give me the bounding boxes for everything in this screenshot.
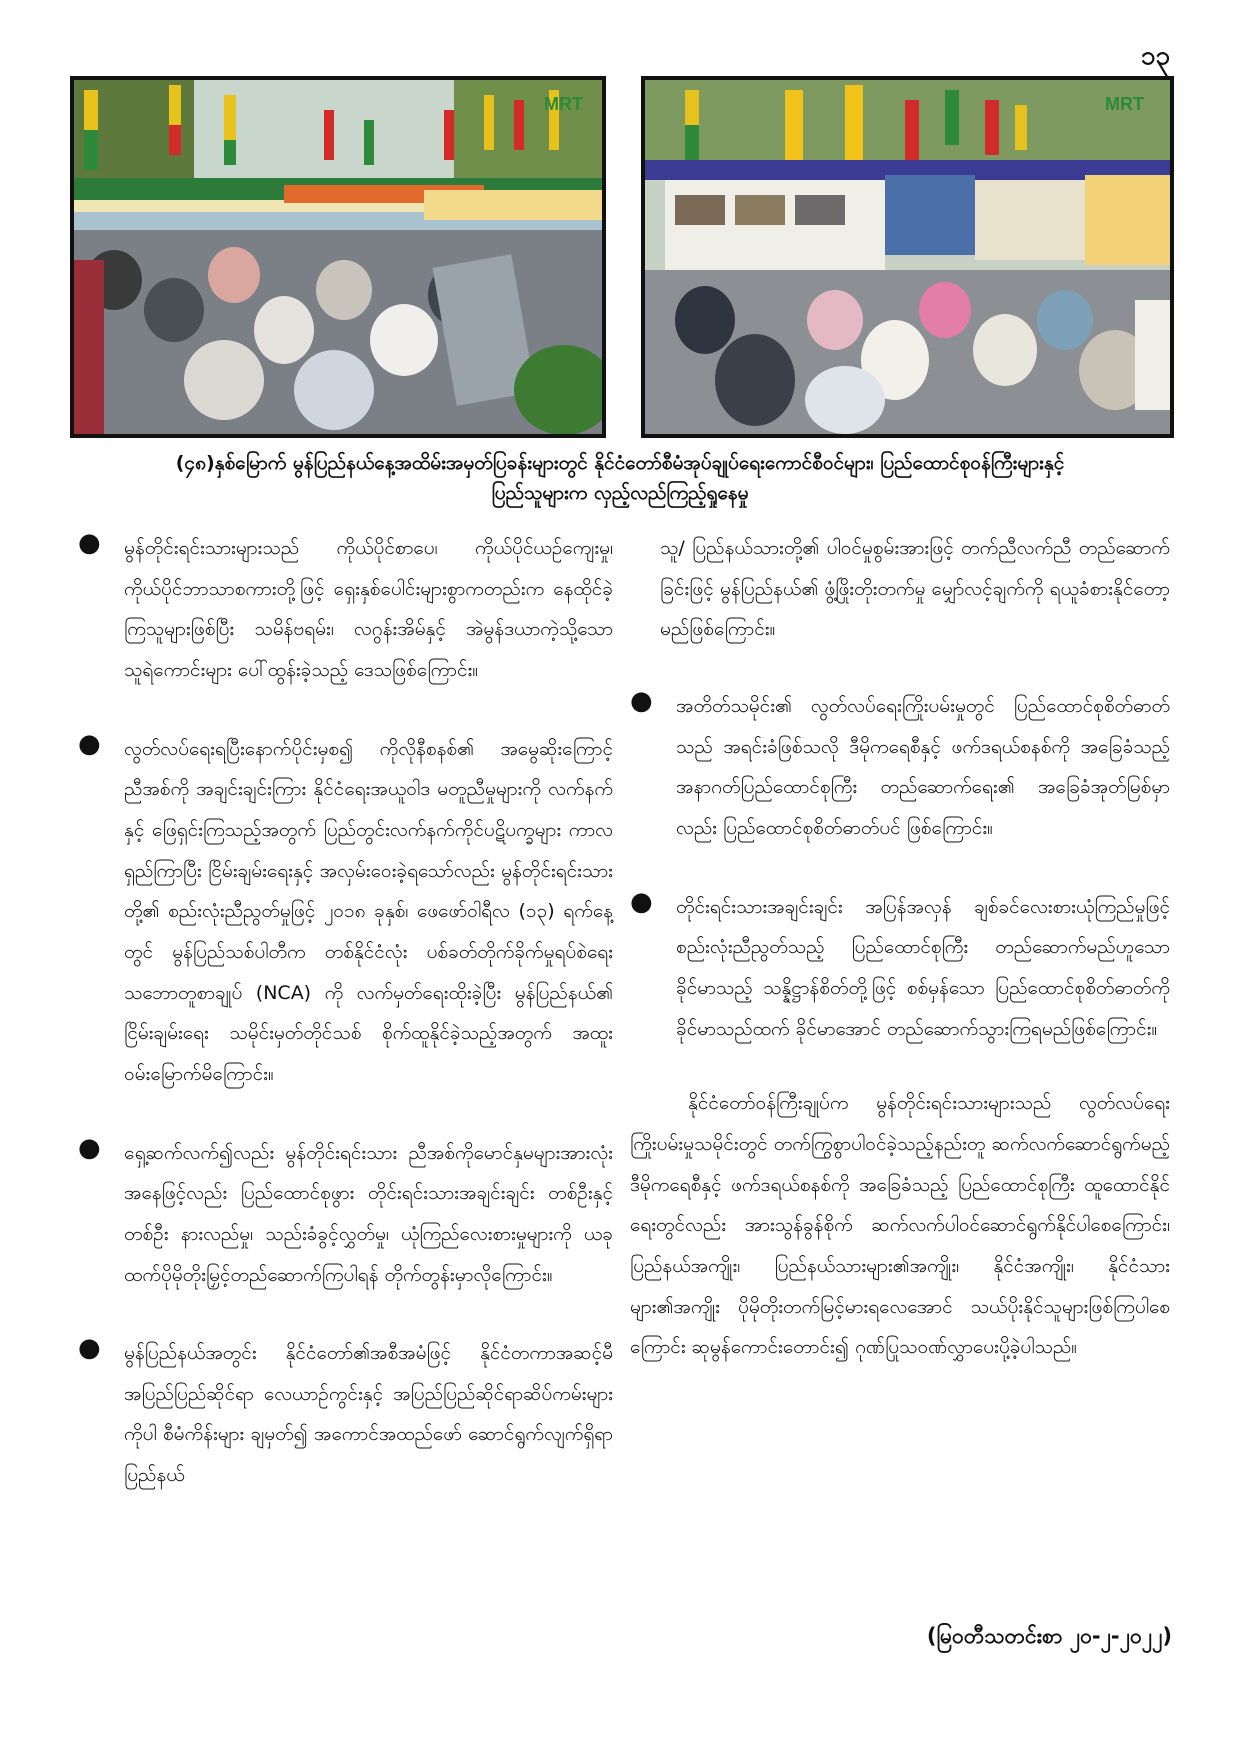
- mrt-logo-right: MRT: [1105, 94, 1144, 114]
- left-column: [78, 528, 613, 1534]
- bullet-dot-icon: ●: [78, 528, 101, 558]
- page-number: ၁၃: [1140, 41, 1170, 71]
- bullet-item: [78, 729, 613, 1095]
- bullet-dot-icon: ●: [78, 1333, 101, 1364]
- right-column: [630, 528, 1170, 1368]
- bullet-text: ရှေ့ဆက်လက်၍လည်း မွန်တိုင်းရင်းသား ညီအစ်ကိုမောင်နှမများအားလုံးအနေဖြင့်လည်း ပြည်ထောင်စုဖွား တိုင်းရင်းသားအချင်းချင်း တစ်ဦးနှင့်တစ်ဦး နားလည်မှု၊ သည်းခံခွင့်လွှတ်မှု၊ ယုံကြည်လေးစားမှုများကို ယခုထက်ပိုမိုတိုးမြှင့်တည်ဆောက်ကြပါရန် တိုက်တွန်းမှာလိုကြောင်း။: [124, 1141, 613, 1286]
- photo-caption: [60, 448, 1180, 509]
- bullet-item: [78, 528, 613, 691]
- bullet-item: [78, 1333, 613, 1496]
- bullet-dot-icon: ●: [78, 728, 101, 759]
- bullet-dot-icon: ●: [630, 886, 653, 917]
- bullet-dot-icon: ●: [630, 685, 653, 716]
- caption-line-1: (၄၈)နှစ်မြောက် မွန်ပြည်နယ်နေ့အထိမ်းအမှတ်ပြခန်းများတွင် နိုင်ငံတော်စီမံအုပ်ချုပ်ရေးကောင်စီဝင်များ၊ ပြည်ထောင်စုဝန်ကြီးများနှင့်: [175, 452, 1065, 474]
- photo-left-image: [74, 80, 602, 434]
- bullet-text: အတိတ်သမိုင်း၏ လွတ်လပ်ရေးကြိုးပမ်းမှုတွင် ပြည်ထောင်စုစိတ်ဓာတ်သည် အရင်းခံဖြစ်သလို ဒီမိုကရေစီနှင့် ဖက်ဒရယ်စနစ်ကို အခြေခံသည့် အနာဂတ်ပြည်ထောင်စုကြီး တည်ဆောက်ရေး၏ အခြေခံအုတ်မြစ်မှာလည်း ပြည်ထောင်စုစိတ်ဓာတ်ပင် ဖြစ်ကြောင်း။: [676, 694, 1170, 839]
- bullet-text: တိုင်းရင်းသားအချင်းချင်း အပြန်အလှန် ချစ်ခင်လေးစားယုံကြည်မှုဖြင့် စည်းလုံးညီညွတ်သည့် ပြည်ထောင်စုကြီး တည်ဆောက်မည်ဟူသော ခိုင်မာသည့် သန္နိဋ္ဌာန်စိတ်တို့ဖြင့် စစ်မှန်သော ပြည်ထောင်စုစိတ်ဓာတ်ကို ခိုင်မာသည်ထက် ခိုင်မာအောင် တည်ဆောက်သွားကြရမည်ဖြစ်ကြောင်း။: [676, 895, 1170, 1040]
- bullet-item: [630, 686, 1170, 849]
- bullet-item: [630, 887, 1170, 1050]
- photo-exhibition-crowd-left: [70, 76, 606, 438]
- source-citation: (မြဝတီသတင်းစာ ၂၀-၂-၂၀၂၂): [926, 1624, 1172, 1648]
- bullet-dot-icon: ●: [78, 1132, 101, 1163]
- bullet-text: မွန်တိုင်းရင်းသားများသည် ကိုယ်ပိုင်စာပေ၊ ကိုယ်ပိုင်ယဉ်ကျေးမှု၊ ကိုယ်ပိုင်ဘာသာစကားတို့ဖြင့် ရှေးနှစ်ပေါင်းများစွာကတည်းက နေထိုင်ခဲ့ကြသူများဖြစ်ပြီး သမိန်ဗရမ်း၊ လဂွန်းအိမ်နှင့် အဲမွန်ဒယာကဲ့သို့သော သူရဲကောင်းများ ပေါ်ထွန်းခဲ့သည့် ဒေသဖြစ်ကြောင်း။: [124, 537, 613, 681]
- photo-exhibition-crowd-right: [641, 76, 1174, 438]
- mrt-logo-left: MRT: [544, 94, 583, 114]
- caption-line-2: ပြည်သူများက လှည့်လည်ကြည့်ရှုနေမှု: [491, 482, 749, 505]
- photo-right-image: [645, 80, 1170, 434]
- bullet-text: မွန်ပြည်နယ်အတွင်း နိုင်ငံတော်၏အစီအမံဖြင့် နိုင်ငံတကာအဆင့်မီ အပြည်ပြည်ဆိုင်ရာ လေယာဉ်ကွင်းနှင့် အပြည်ပြည်ဆိုင်ရာဆိပ်ကမ်းများကိုပါ စီမံကိန်းများ ချမှတ်၍ အကောင်အထည်ဖော် ဆောင်ရွက်လျက်ရှိရာ ပြည်နယ်: [124, 1342, 613, 1487]
- bullet-item: [78, 1133, 613, 1296]
- bullet-text: လွတ်လပ်ရေးရပြီးနောက်ပိုင်းမှစ၍ ကိုလိုနီစနစ်၏ အမွေဆိုးကြောင့် ညီအစ်ကို အချင်းချင်းကြား နိုင်ငံရေးအယူဝါဒ မတူညီမှုများကို လက်နက်နှင့် ဖြေရှင်းကြသည့်အတွက် ပြည်တွင်းလက်နက်ကိုင်ပဋိပက္ခများ ကာလရှည်ကြာပြီး ငြိမ်းချမ်းရေးနှင့် အလှမ်းဝေးခဲ့ရသော်လည်း မွန်တိုင်းရင်းသားတို့၏ စည်းလုံးညီညွတ်မှုဖြင့် ၂၀၁၈ ခုနှစ်၊ ဖေဖော်ဝါရီလ (၁၃) ရက်နေ့တွင် မွန်ပြည်သစ်ပါတီက တစ်နိုင်ငံလုံး ပစ်ခတ်တိုက်ခိုက်မှုရပ်စဲရေးသဘောတူစာချုပ် (NCA) ကို လက်မှတ်ရေးထိုးခဲ့ပြီး မွန်ပြည်နယ်၏ ငြိမ်းချမ်းရေး သမိုင်းမှတ်တိုင်သစ် စိုက်ထူနိုင်ခဲ့သည့်အတွက် အထူးဝမ်းမြောက်မိကြောင်း။: [124, 737, 613, 1085]
- continued-text: သူ/ ပြည်နယ်သားတို့၏ ပါဝင်မှုစွမ်းအားဖြင့် တက်ညီလက်ညီ တည်ဆောက်ခြင်းဖြင့် မွန်ပြည်နယ်၏ ဖွံ့ဖြိုးတိုးတက်မှု မျှော်လင့်ချက်ကို ရယူခံစားနိုင်တော့မည်ဖြစ်ကြောင်း။: [660, 537, 1170, 641]
- closing-paragraph: နိုင်ငံတော်ဝန်ကြီးချုပ်က မွန်တိုင်းရင်းသားများသည် လွတ်လပ်ရေး ကြိုးပမ်းမှုသမိုင်းတွင် တက်ကြွစွာပါဝင်ခဲ့သည့်နည်းတူ ဆက်လက်ဆောင်ရွက်မည့် ဒီမိုကရေစီနှင့် ဖက်ဒရယ်စနစ်ကို အခြေခံသည့် ပြည်ထောင်စုကြီး ထူထောင်နိုင်ရေးတွင်လည်း အားသွန်ခွန်စိုက် ဆက်လက်ပါဝင်ဆောင်ရွက်နိုင်ပါစေကြောင်း၊ ပြည်နယ်အကျိုး၊ ပြည်နယ်သားများ၏အကျိုး၊ နိုင်ငံအကျိုး၊ နိုင်ငံသားများ၏အကျိုး ပိုမိုတိုးတက်မြင့်မားရလေအောင် သယ်ပိုးနိုင်သူများဖြစ်ကြပါစေကြောင်း ဆုမွန်ကောင်းတောင်း၍ ဂုဏ်ပြုသဝဏ်လွှာပေးပို့ခဲ့ပါသည်။: [630, 1092, 1170, 1359]
